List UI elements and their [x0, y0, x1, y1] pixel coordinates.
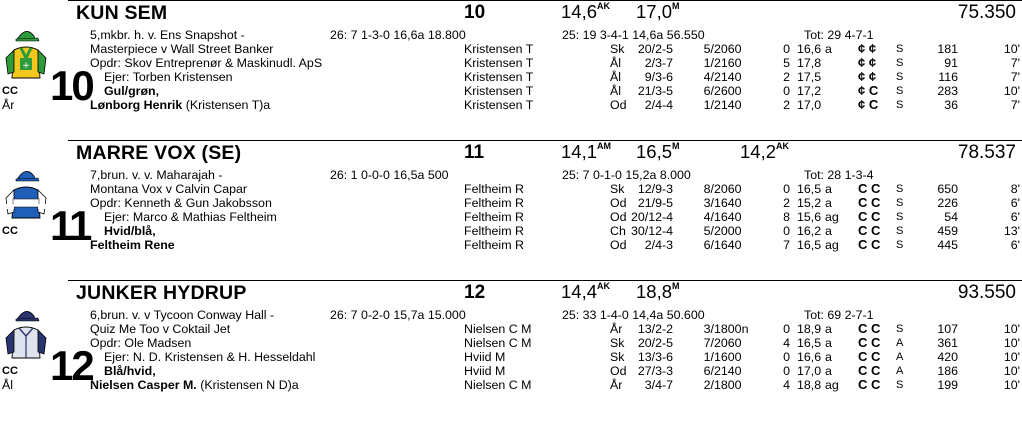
distance: 1600	[714, 350, 742, 364]
distance: 1640	[714, 210, 742, 224]
distance: 2140	[714, 98, 742, 112]
driver: Nielsen C M	[464, 322, 532, 336]
year-stats: 26: 1 0-0-0 16,5a 500	[330, 168, 449, 182]
placing: 6/	[703, 238, 714, 252]
race-no: -5	[662, 42, 674, 56]
horse-header	[0, 0, 1022, 24]
date: 13/3	[637, 350, 662, 364]
race-no: -4	[662, 98, 674, 112]
race-prize: 10'	[1003, 322, 1020, 336]
home-track: År	[2, 98, 15, 112]
start-method: S	[896, 99, 904, 111]
record-type: M	[672, 1, 680, 11]
jockey-silks-icon	[4, 26, 48, 82]
odds: 91	[944, 56, 958, 70]
race-no: -4	[662, 210, 674, 224]
colors-text: Gul/grøn,	[104, 84, 160, 98]
km-time: 18,8	[797, 378, 822, 392]
silks	[4, 26, 48, 82]
trainer-suffix: (Kristensen N D)a	[196, 378, 299, 392]
placing: 7/	[703, 336, 714, 350]
record-type: AM	[597, 141, 612, 151]
record-time	[561, 1, 610, 23]
race-prize: 6'	[1010, 210, 1020, 224]
shoes: C C	[858, 195, 881, 210]
start-number: 11	[464, 142, 485, 163]
km-time: 18,9	[797, 322, 822, 336]
race-prize: 10'	[1003, 378, 1020, 392]
start-method: S	[896, 323, 904, 335]
start-method: A	[896, 351, 904, 363]
shoe-mark: CC	[2, 225, 18, 237]
track: År	[610, 378, 623, 392]
date: 2/3	[644, 56, 662, 70]
track: Ch	[610, 224, 626, 238]
driver: Kristensen T	[464, 42, 534, 56]
silks	[4, 166, 48, 222]
time-flag: a	[825, 364, 832, 378]
breeder: Opdr: Skov Entreprenør & Maskinudl. ApS	[90, 56, 323, 70]
race-no: -6	[662, 350, 674, 364]
record-value: 14,4	[561, 281, 598, 302]
km-time: 16,5	[797, 182, 822, 196]
horse-header	[0, 280, 1022, 304]
start-method: S	[896, 197, 904, 209]
horse-entry	[0, 0, 1022, 140]
dam-line: Quiz Me Too v Coktail Jet	[90, 322, 231, 336]
stats-total: Tot: 69 2-7-1	[804, 308, 874, 322]
race-no: -3	[662, 364, 674, 378]
time-flag: a	[825, 350, 832, 364]
post: 0	[783, 350, 790, 364]
distance: 2060	[714, 182, 742, 196]
shoes: ¢ ¢	[858, 55, 877, 70]
placing: 3/	[703, 322, 714, 336]
driver: Feltheim R	[464, 224, 524, 238]
year-stats: 26: 7 1-3-0 16,6a 18.800	[330, 28, 466, 42]
date: 3/4	[644, 378, 662, 392]
horse-header	[0, 140, 1022, 164]
start-method: S	[896, 211, 904, 223]
shoes: C C	[858, 181, 881, 196]
km-time: 17,2	[797, 84, 822, 98]
post: 2	[783, 196, 790, 210]
race-no: -5	[662, 84, 674, 98]
stats-total: Tot: 28 1-3-4	[804, 168, 874, 182]
colors-text: Hvid/blå,	[104, 224, 156, 238]
record-type: M	[672, 281, 680, 291]
shoes: ¢ C	[858, 97, 879, 112]
stats-last-year: 25: 7 0-1-0 15,2a 8.000	[562, 168, 691, 182]
distance: 1640	[714, 238, 742, 252]
record-time	[561, 141, 611, 163]
start-method: S	[896, 43, 904, 55]
record-time	[740, 141, 789, 163]
date: 21/9	[637, 196, 662, 210]
horse-name[interactable]: KUN SEM	[76, 2, 168, 24]
date: 13/2	[637, 322, 662, 336]
distance: 2060	[714, 336, 742, 350]
date: 20/2	[637, 336, 662, 350]
track: Od	[610, 98, 627, 112]
race-no: -6	[662, 70, 674, 84]
post: 7	[783, 238, 790, 252]
stats-total: Tot: 29 4-7-1	[804, 28, 874, 42]
trainer-name: Feltheim Rene	[90, 238, 175, 252]
odds: 36	[944, 98, 958, 112]
dam-line: Montana Vox v Calvin Capar	[90, 182, 248, 196]
shoes: C C	[858, 349, 881, 364]
date: 2/4	[644, 98, 662, 112]
post: 5	[783, 56, 790, 70]
odds: 116	[938, 70, 958, 84]
shoes: C C	[858, 237, 881, 252]
placing: 6/	[703, 84, 714, 98]
record-value: 18,8	[636, 281, 673, 302]
race-no: -3	[662, 238, 674, 252]
km-time: 16,2	[797, 224, 822, 238]
km-time: 16,5	[797, 238, 822, 252]
header-rule	[68, 0, 1022, 1]
record-type: AK	[597, 1, 611, 11]
track: Od	[610, 196, 627, 210]
distance: 1800n	[714, 322, 749, 336]
distance: 1640	[714, 196, 742, 210]
race-no: -5	[662, 196, 674, 210]
pedigree-info: 5,mkbr. h. v. Ens Snapshot -	[90, 28, 245, 42]
post: 4	[783, 336, 790, 350]
shoes: C C	[858, 377, 881, 392]
owner: Ejer: N. D. Kristensen & H. Hesseldahl	[104, 350, 316, 364]
track: Sk	[610, 336, 625, 350]
race-no: -3	[662, 182, 674, 196]
start-method: A	[896, 365, 904, 377]
date: 20/2	[637, 42, 662, 56]
record-type: M	[672, 141, 680, 151]
race-prize: 7'	[1010, 56, 1020, 70]
driver: Kristensen T	[464, 70, 534, 84]
start-number: 12	[464, 282, 486, 303]
race-prize: 7'	[1010, 70, 1020, 84]
driver: Feltheim R	[464, 182, 524, 196]
km-time: 15,2	[797, 196, 822, 210]
home-track: Ål	[2, 378, 14, 392]
race-no: -4	[662, 224, 674, 238]
post: 0	[783, 224, 790, 238]
horse-name[interactable]: JUNKER HYDRUP	[76, 282, 247, 304]
date: 27/3	[637, 364, 662, 378]
race-prize: 10'	[1003, 336, 1020, 350]
distance: 2160	[714, 56, 742, 70]
race-no: -7	[662, 378, 674, 392]
shoes: C C	[858, 321, 881, 336]
track: Od	[610, 238, 627, 252]
start-method: S	[896, 225, 904, 237]
start-method: S	[896, 183, 904, 195]
odds: 54	[944, 210, 958, 224]
race-no: -5	[662, 336, 674, 350]
track: Ål	[610, 56, 622, 70]
start-method: A	[896, 337, 904, 349]
track: Od	[610, 364, 627, 378]
post: 2	[783, 70, 790, 84]
owner: Ejer: Torben Kristensen	[104, 70, 233, 84]
time-flag: a	[825, 42, 832, 56]
big-start-number: 12	[50, 342, 93, 389]
driver: Nielsen C M	[464, 378, 532, 392]
shoes: ¢ ¢	[858, 41, 877, 56]
odds: 445	[937, 238, 958, 252]
placing: 5/	[703, 42, 714, 56]
horse-entry	[0, 140, 1022, 280]
breeder: Opdr: Ole Madsen	[90, 336, 192, 350]
odds: 181	[937, 42, 958, 56]
race-prize: 7'	[1010, 98, 1020, 112]
placing: 5/	[703, 224, 714, 238]
race-prize: 10'	[1003, 42, 1020, 56]
distance: 2060	[714, 42, 742, 56]
race-prize: 10'	[1003, 350, 1020, 364]
track: Ål	[610, 70, 622, 84]
race-prize: 10'	[1003, 364, 1020, 378]
horse-name[interactable]: MARRE VOX (SE)	[76, 142, 242, 164]
jockey-silks-icon	[4, 166, 48, 222]
header-rule	[68, 280, 1022, 281]
big-start-number: 11	[50, 202, 91, 249]
record-value: 14,1	[561, 141, 598, 162]
record-value: 14,6	[561, 1, 598, 22]
total-earnings: 78.537	[957, 142, 1016, 163]
shoes: C C	[858, 335, 881, 350]
total-earnings: 93.550	[957, 282, 1016, 303]
race-no: -7	[662, 56, 674, 70]
shoes: ¢ C	[858, 83, 879, 98]
date: 12/9	[637, 182, 662, 196]
start-method: S	[896, 85, 904, 97]
post: 2	[783, 98, 790, 112]
driver: Feltheim R	[464, 196, 524, 210]
time-flag: ag	[825, 210, 839, 224]
dam-line: Masterpiece v Wall Street Banker	[90, 42, 274, 56]
record-time	[636, 1, 680, 23]
placing: 4/	[703, 70, 714, 84]
date: 2/4	[644, 238, 662, 252]
odds: 459	[937, 224, 958, 238]
placing: 8/	[703, 182, 714, 196]
jockey-silks-icon	[4, 306, 48, 362]
km-time: 16,6	[797, 350, 822, 364]
driver: Kristensen T	[464, 56, 534, 70]
date: 20/12	[630, 210, 662, 224]
km-time: 16,5	[797, 336, 822, 350]
stats-last-year: 25: 19 3-4-1 14,6a 56.550	[562, 28, 705, 42]
post: 0	[783, 364, 790, 378]
distance: 2140	[714, 70, 742, 84]
odds: 199	[937, 378, 958, 392]
time-flag: ag	[825, 238, 839, 252]
race-prize: 6'	[1010, 238, 1020, 252]
shoes: ¢ ¢	[858, 69, 877, 84]
horse-entry	[0, 280, 1022, 420]
race-prize: 10'	[1003, 84, 1020, 98]
odds: 283	[937, 84, 958, 98]
post: 4	[783, 378, 790, 392]
record-time	[561, 281, 610, 303]
distance: 2600	[714, 84, 742, 98]
colors-text: Blå/hvid,	[104, 364, 156, 378]
post: 0	[783, 322, 790, 336]
pedigree-info: 6,brun. v. v Tycoon Conway Hall -	[90, 308, 275, 322]
odds: 186	[937, 364, 958, 378]
header-rule	[68, 140, 1022, 141]
time-flag: a	[825, 196, 832, 210]
big-start-number: 10	[50, 62, 93, 109]
km-time: 17,0	[797, 98, 822, 112]
placing: 1/	[703, 98, 714, 112]
placing: 2/	[703, 378, 714, 392]
track: Sk	[610, 350, 625, 364]
race-no: -2	[662, 322, 674, 336]
date: 30/12	[630, 224, 662, 238]
start-method: S	[896, 379, 904, 391]
driver: Kristensen T	[464, 84, 534, 98]
shoes: C C	[858, 363, 881, 378]
track: Sk	[610, 42, 625, 56]
odds: 361	[937, 336, 958, 350]
placing: 1/	[703, 350, 714, 364]
post: 0	[783, 182, 790, 196]
record-type: AK	[776, 141, 790, 151]
distance: 1800	[714, 378, 742, 392]
driver: Feltheim R	[464, 210, 524, 224]
driver: Nielsen C M	[464, 336, 532, 350]
record-value: 16,5	[636, 141, 673, 162]
distance: 2000	[714, 224, 742, 238]
track: Ål	[610, 84, 622, 98]
race-prize: 13'	[1003, 224, 1020, 238]
odds: 420	[937, 350, 958, 364]
odds: 107	[937, 322, 958, 336]
track: Od	[610, 210, 627, 224]
shoe-mark: CC	[2, 85, 18, 97]
stats-last-year: 25: 33 1-4-0 14,4a 50.600	[562, 308, 705, 322]
date: 9/3	[644, 70, 662, 84]
total-earnings: 75.350	[957, 2, 1016, 23]
odds: 650	[937, 182, 958, 196]
placing: 4/	[703, 210, 714, 224]
race-prize: 8'	[1010, 182, 1020, 196]
post: 8	[783, 210, 790, 224]
trainer-name: Nielsen Casper M. (Kristensen N D)a	[90, 378, 299, 392]
record-time	[636, 281, 680, 303]
svg-text:+: +	[22, 61, 30, 71]
shoes: C C	[858, 209, 881, 224]
odds: 226	[937, 196, 958, 210]
time-flag: a	[825, 182, 832, 196]
start-method: S	[896, 239, 904, 251]
time-flag: a	[825, 336, 832, 350]
race-prize: 6'	[1010, 196, 1020, 210]
km-time: 17,5	[797, 70, 822, 84]
silks	[4, 306, 48, 362]
post: 0	[783, 42, 790, 56]
time-flag: a	[825, 224, 832, 238]
year-stats: 26: 7 0-2-0 15,7a 15.000	[330, 308, 466, 322]
driver: Kristensen T	[464, 98, 534, 112]
owner: Ejer: Marco & Mathias Feltheim	[104, 210, 277, 224]
record-type: AK	[597, 281, 611, 291]
time-flag: a	[825, 322, 832, 336]
placing: 6/	[703, 364, 714, 378]
record-value: 14,2	[740, 141, 777, 162]
km-time: 17,0	[797, 364, 822, 378]
date: 21/3	[637, 84, 662, 98]
post: 0	[783, 84, 790, 98]
record-value: 17,0	[636, 1, 673, 22]
driver: Feltheim R	[464, 238, 524, 252]
breeder: Opdr: Kenneth & Gun Jakobsson	[90, 196, 272, 210]
trainer-suffix: (Kristensen T)a	[182, 98, 271, 112]
placing: 3/	[703, 196, 714, 210]
track: År	[610, 322, 623, 336]
driver: Hviid M	[464, 364, 506, 378]
distance: 2140	[714, 364, 742, 378]
trainer-name: Lønborg Henrik (Kristensen T)a	[90, 98, 271, 112]
km-time: 15,6	[797, 210, 822, 224]
shoes: C C	[858, 223, 881, 238]
start-number: 10	[464, 2, 486, 23]
shoe-mark: CC	[2, 365, 18, 377]
pedigree-info: 7,brun. v. v. Maharajah -	[90, 168, 223, 182]
km-time: 17,8	[797, 56, 822, 70]
track: Sk	[610, 182, 625, 196]
driver: Hviid M	[464, 350, 506, 364]
start-method: S	[896, 57, 904, 69]
time-flag: ag	[825, 378, 839, 392]
km-time: 16,6	[797, 42, 822, 56]
start-method: S	[896, 71, 904, 83]
placing: 1/	[703, 56, 714, 70]
record-time	[636, 141, 680, 163]
